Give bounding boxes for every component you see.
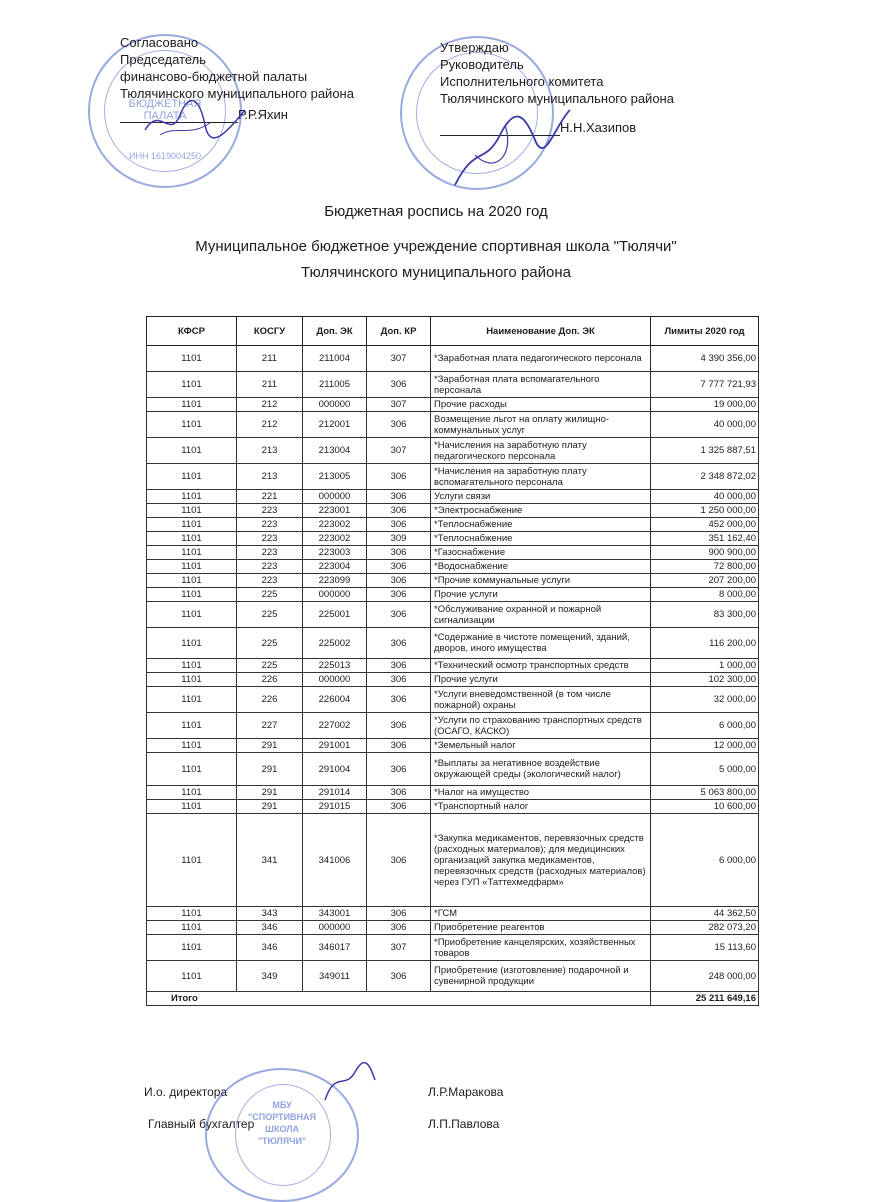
confirmation-line3: Исполнительного комитета xyxy=(440,74,604,89)
cell-dop-ek: 223003 xyxy=(303,546,367,560)
table-row xyxy=(147,961,759,992)
cell-kosgu: 291 xyxy=(237,786,303,800)
cell-name: Прочие расходы xyxy=(431,398,651,412)
cell-kfsr: 1101 xyxy=(147,786,237,800)
cell-dop-kr: 306 xyxy=(367,907,431,921)
cell-dop-kr: 306 xyxy=(367,739,431,753)
table-row xyxy=(147,673,759,687)
cell-kosgu: 212 xyxy=(237,412,303,438)
cell-limit: 32 000,00 xyxy=(651,687,759,713)
cell-name: *ГСМ xyxy=(431,907,651,921)
accountant-name: Л.П.Павлова xyxy=(428,1117,500,1131)
cell-limit: 40 000,00 xyxy=(651,490,759,504)
table-row xyxy=(147,504,759,518)
cell-dop-ek: 225013 xyxy=(303,659,367,673)
cell-dop-ek: 000000 xyxy=(303,490,367,504)
director-title: И.о. директора xyxy=(144,1085,228,1099)
cell-dop-kr: 306 xyxy=(367,753,431,786)
cell-limit: 83 300,00 xyxy=(651,602,759,628)
cell-kfsr: 1101 xyxy=(147,687,237,713)
cell-kfsr: 1101 xyxy=(147,372,237,398)
table-row xyxy=(147,739,759,753)
cell-kosgu: 211 xyxy=(237,346,303,372)
table-row xyxy=(147,560,759,574)
confirmation-line2: Руководитель xyxy=(440,57,524,72)
header-dop-ek: Доп. ЭК xyxy=(303,317,367,346)
cell-limit: 6 000,00 xyxy=(651,814,759,907)
cell-dop-ek: 227002 xyxy=(303,713,367,739)
accountant-title: Главный бухгалтер xyxy=(148,1117,255,1131)
table-row xyxy=(147,602,759,628)
cell-kfsr: 1101 xyxy=(147,961,237,992)
cell-kfsr: 1101 xyxy=(147,739,237,753)
cell-dop-ek: 213005 xyxy=(303,464,367,490)
cell-dop-ek: 291015 xyxy=(303,800,367,814)
cell-dop-ek: 225001 xyxy=(303,602,367,628)
cell-dop-kr: 306 xyxy=(367,504,431,518)
table-row xyxy=(147,814,759,907)
table-row xyxy=(147,907,759,921)
cell-dop-ek: 343001 xyxy=(303,907,367,921)
cell-limit: 1 250 000,00 xyxy=(651,504,759,518)
cell-dop-ek: 291004 xyxy=(303,753,367,786)
table-row xyxy=(147,659,759,673)
cell-kosgu: 213 xyxy=(237,464,303,490)
cell-dop-kr: 306 xyxy=(367,800,431,814)
document-subtitle-2: Тюлячинского муниципального района xyxy=(301,264,571,281)
table-row xyxy=(147,935,759,961)
cell-dop-ek: 211004 xyxy=(303,346,367,372)
table-row xyxy=(147,346,759,372)
cell-kosgu: 223 xyxy=(237,532,303,546)
signature-director xyxy=(320,1060,380,1105)
cell-dop-ek: 223004 xyxy=(303,560,367,574)
cell-limit: 6 000,00 xyxy=(651,713,759,739)
cell-kfsr: 1101 xyxy=(147,574,237,588)
cell-dop-kr: 306 xyxy=(367,574,431,588)
table-row xyxy=(147,574,759,588)
cell-limit: 7 777 721,93 xyxy=(651,372,759,398)
cell-limit: 5 000,00 xyxy=(651,753,759,786)
approval-agreed: Согласовано xyxy=(120,35,199,50)
approval-signer: Р.Р.Яхин xyxy=(238,107,288,122)
cell-name: *Приобретение канцелярских, хозяйственных товаров xyxy=(431,935,651,961)
table-row xyxy=(147,713,759,739)
cell-kosgu: 225 xyxy=(237,628,303,659)
cell-name: *Услуги по страхованию транспортных средств (ОСАГО, КАСКО) xyxy=(431,713,651,739)
cell-dop-ek: 212001 xyxy=(303,412,367,438)
header-kfsr: КФСР xyxy=(147,317,237,346)
cell-dop-kr: 306 xyxy=(367,673,431,687)
cell-kosgu: 225 xyxy=(237,588,303,602)
cell-dop-kr: 306 xyxy=(367,814,431,907)
cell-kfsr: 1101 xyxy=(147,546,237,560)
table-row xyxy=(147,588,759,602)
cell-kfsr: 1101 xyxy=(147,628,237,659)
cell-limit: 40 000,00 xyxy=(651,412,759,438)
cell-kfsr: 1101 xyxy=(147,504,237,518)
cell-kosgu: 343 xyxy=(237,907,303,921)
confirmation-line4: Тюлячинского муниципального района xyxy=(440,91,674,106)
cell-kfsr: 1101 xyxy=(147,588,237,602)
confirmation-approve: Утверждаю xyxy=(440,40,509,55)
cell-kosgu: 221 xyxy=(237,490,303,504)
cell-name: *Технический осмотр транспортных средств xyxy=(431,659,651,673)
cell-kosgu: 211 xyxy=(237,372,303,398)
cell-dop-ek: 225002 xyxy=(303,628,367,659)
cell-limit: 10 600,00 xyxy=(651,800,759,814)
cell-kfsr: 1101 xyxy=(147,560,237,574)
approval-line2: Председатель xyxy=(120,52,207,67)
left-stamp-text: БЮДЖЕТНАЯ ПАЛАТА xyxy=(128,98,202,122)
cell-kosgu: 223 xyxy=(237,504,303,518)
document-title: Бюджетная роспись на 2020 год xyxy=(324,203,548,220)
cell-kosgu: 223 xyxy=(237,546,303,560)
cell-kfsr: 1101 xyxy=(147,713,237,739)
cell-limit: 5 063 800,00 xyxy=(651,786,759,800)
cell-kosgu: 227 xyxy=(237,713,303,739)
cell-dop-kr: 307 xyxy=(367,438,431,464)
cell-dop-ek: 000000 xyxy=(303,921,367,935)
cell-kosgu: 346 xyxy=(237,921,303,935)
cell-name: Возмещение льгот на оплату жилищно-коммунальных услуг xyxy=(431,412,651,438)
cell-kosgu: 291 xyxy=(237,739,303,753)
cell-dop-ek: 000000 xyxy=(303,673,367,687)
table-row xyxy=(147,412,759,438)
table-row xyxy=(147,372,759,398)
cell-kosgu: 291 xyxy=(237,800,303,814)
cell-dop-ek: 223002 xyxy=(303,532,367,546)
header-name: Наименование Доп. ЭК xyxy=(431,317,651,346)
cell-kfsr: 1101 xyxy=(147,753,237,786)
cell-dop-kr: 306 xyxy=(367,546,431,560)
cell-kosgu: 225 xyxy=(237,602,303,628)
cell-kfsr: 1101 xyxy=(147,490,237,504)
cell-name: *Земельный налог xyxy=(431,739,651,753)
header-kosgu: КОСГУ xyxy=(237,317,303,346)
cell-limit: 12 000,00 xyxy=(651,739,759,753)
cell-limit: 44 362,50 xyxy=(651,907,759,921)
cell-limit: 248 000,00 xyxy=(651,961,759,992)
cell-dop-kr: 307 xyxy=(367,398,431,412)
table-row xyxy=(147,628,759,659)
cell-limit: 15 113,60 xyxy=(651,935,759,961)
cell-dop-ek: 000000 xyxy=(303,588,367,602)
cell-name: Приобретение реагентов xyxy=(431,921,651,935)
cell-kfsr: 1101 xyxy=(147,921,237,935)
cell-dop-kr: 306 xyxy=(367,588,431,602)
cell-kosgu: 223 xyxy=(237,574,303,588)
cell-name: *Закупка медикаментов, перевязочных средств (расходных материалов); для медицинских организаций закупка медикаментов, перевязочных средств (расходных материалов) через ГУП «Таттехмедфарм» xyxy=(431,814,651,907)
cell-dop-kr: 306 xyxy=(367,628,431,659)
cell-name: *Водоснабжение xyxy=(431,560,651,574)
cell-dop-kr: 306 xyxy=(367,961,431,992)
cell-limit: 1 000,00 xyxy=(651,659,759,673)
cell-dop-ek: 341006 xyxy=(303,814,367,907)
cell-name: *Теплоснабжение xyxy=(431,532,651,546)
cell-limit: 116 200,00 xyxy=(651,628,759,659)
cell-name: Прочие услуги xyxy=(431,588,651,602)
cell-kosgu: 349 xyxy=(237,961,303,992)
table-row xyxy=(147,532,759,546)
table-row xyxy=(147,490,759,504)
cell-kfsr: 1101 xyxy=(147,412,237,438)
cell-name: *Содержание в чистоте помещений, зданий, дворов, иного имущества xyxy=(431,628,651,659)
cell-kfsr: 1101 xyxy=(147,935,237,961)
cell-dop-kr: 306 xyxy=(367,412,431,438)
cell-dop-kr: 306 xyxy=(367,518,431,532)
budget-table xyxy=(146,316,759,1006)
cell-dop-kr: 309 xyxy=(367,532,431,546)
cell-kfsr: 1101 xyxy=(147,438,237,464)
cell-name: *Начисления на заработную плату вспомагательного персонала xyxy=(431,464,651,490)
cell-limit: 72 800,00 xyxy=(651,560,759,574)
cell-limit: 102 300,00 xyxy=(651,673,759,687)
approval-line4: Тюлячинского муниципального района xyxy=(120,86,354,101)
cell-dop-kr: 306 xyxy=(367,921,431,935)
cell-dop-ek: 211005 xyxy=(303,372,367,398)
approval-line3: финансово-бюджетной палаты xyxy=(120,69,308,84)
cell-kfsr: 1101 xyxy=(147,602,237,628)
header-limits: Лимиты 2020 год xyxy=(651,317,759,346)
cell-limit: 282 073,20 xyxy=(651,921,759,935)
cell-dop-kr: 307 xyxy=(367,346,431,372)
cell-dop-kr: 306 xyxy=(367,687,431,713)
table-row xyxy=(147,800,759,814)
cell-name: *Налог на имущество xyxy=(431,786,651,800)
cell-dop-kr: 307 xyxy=(367,935,431,961)
cell-kfsr: 1101 xyxy=(147,464,237,490)
cell-dop-kr: 306 xyxy=(367,560,431,574)
cell-kfsr: 1101 xyxy=(147,346,237,372)
cell-dop-kr: 306 xyxy=(367,602,431,628)
table-row xyxy=(147,786,759,800)
cell-name: Прочие услуги xyxy=(431,673,651,687)
cell-limit: 1 325 887,51 xyxy=(651,438,759,464)
cell-limit: 207 200,00 xyxy=(651,574,759,588)
table-header-row xyxy=(147,317,759,346)
cell-kfsr: 1101 xyxy=(147,398,237,412)
cell-kosgu: 223 xyxy=(237,560,303,574)
cell-dop-kr: 306 xyxy=(367,372,431,398)
cell-limit: 8 000,00 xyxy=(651,588,759,602)
table-row xyxy=(147,438,759,464)
header-dop-kr: Доп. КР xyxy=(367,317,431,346)
bottom-stamp-text1: МБУ xyxy=(272,1100,292,1110)
cell-kfsr: 1101 xyxy=(147,659,237,673)
cell-dop-ek: 291001 xyxy=(303,739,367,753)
cell-kosgu: 291 xyxy=(237,753,303,786)
total-value: 25 211 649,16 xyxy=(651,992,759,1006)
cell-limit: 2 348 872,02 xyxy=(651,464,759,490)
cell-dop-ek: 223002 xyxy=(303,518,367,532)
cell-kosgu: 225 xyxy=(237,659,303,673)
cell-dop-ek: 349011 xyxy=(303,961,367,992)
cell-dop-ek: 346017 xyxy=(303,935,367,961)
cell-name: *Начисления на заработную плату педагогического персонала xyxy=(431,438,651,464)
cell-name: *Электроснабжение xyxy=(431,504,651,518)
total-label: Итого xyxy=(147,992,651,1006)
cell-dop-kr: 306 xyxy=(367,490,431,504)
table-row xyxy=(147,546,759,560)
cell-kosgu: 223 xyxy=(237,518,303,532)
table-total-row xyxy=(147,992,759,1006)
cell-kfsr: 1101 xyxy=(147,673,237,687)
bottom-stamp-text3: ШКОЛА xyxy=(264,1124,300,1134)
cell-name: *Транспортный налог xyxy=(431,800,651,814)
cell-dop-kr: 306 xyxy=(367,659,431,673)
cell-dop-ek: 291014 xyxy=(303,786,367,800)
table-row xyxy=(147,464,759,490)
cell-kosgu: 226 xyxy=(237,673,303,687)
signature-khazipov xyxy=(445,95,575,195)
cell-dop-ek: 213004 xyxy=(303,438,367,464)
cell-limit: 19 000,00 xyxy=(651,398,759,412)
cell-kfsr: 1101 xyxy=(147,800,237,814)
cell-name: *Обслуживание охранной и пожарной сигнализации xyxy=(431,602,651,628)
table-row xyxy=(147,921,759,935)
table-row xyxy=(147,687,759,713)
cell-name: *Заработная плата вспомагательного персонала xyxy=(431,372,651,398)
cell-limit: 4 390 356,00 xyxy=(651,346,759,372)
cell-kfsr: 1101 xyxy=(147,518,237,532)
bottom-stamp-text2: "СПОРТИВНАЯ xyxy=(247,1112,317,1122)
cell-name: *Заработная плата педагогического персонала xyxy=(431,346,651,372)
director-name: Л.Р.Маракова xyxy=(428,1085,504,1099)
cell-limit: 351 162,40 xyxy=(651,532,759,546)
cell-dop-ek: 000000 xyxy=(303,398,367,412)
table-row xyxy=(147,398,759,412)
cell-dop-ek: 223099 xyxy=(303,574,367,588)
cell-kfsr: 1101 xyxy=(147,532,237,546)
cell-name: *Газоснабжение xyxy=(431,546,651,560)
cell-name: *Теплоснабжение xyxy=(431,518,651,532)
cell-dop-kr: 306 xyxy=(367,786,431,800)
cell-name: Услуги связи xyxy=(431,490,651,504)
cell-limit: 452 000,00 xyxy=(651,518,759,532)
bottom-stamp-text4: "ТЮЛЯЧИ" xyxy=(257,1136,307,1146)
signature-yakhin xyxy=(140,95,250,145)
cell-dop-ek: 226004 xyxy=(303,687,367,713)
cell-dop-kr: 306 xyxy=(367,464,431,490)
cell-kosgu: 226 xyxy=(237,687,303,713)
cell-name: *Выплаты за негативное воздействие окружающей среды (экологический налог) xyxy=(431,753,651,786)
table-row xyxy=(147,518,759,532)
cell-limit: 900 900,00 xyxy=(651,546,759,560)
cell-dop-kr: 306 xyxy=(367,713,431,739)
cell-name: *Услуги вневедомственной (в том числе пожарной) охраны xyxy=(431,687,651,713)
document-subtitle-1: Муниципальное бюджетное учреждение спортивная школа "Тюлячи" xyxy=(195,238,677,255)
cell-dop-ek: 223001 xyxy=(303,504,367,518)
cell-kosgu: 213 xyxy=(237,438,303,464)
cell-kfsr: 1101 xyxy=(147,814,237,907)
cell-kosgu: 341 xyxy=(237,814,303,907)
cell-kfsr: 1101 xyxy=(147,907,237,921)
confirmation-signer: Н.Н.Хазипов xyxy=(560,120,637,135)
cell-kosgu: 346 xyxy=(237,935,303,961)
cell-name: Приобретение (изготовление) подарочной и сувенирной продукции xyxy=(431,961,651,992)
left-stamp-inn: ИНН 1619004250 xyxy=(128,151,202,161)
table-row xyxy=(147,753,759,786)
cell-kosgu: 212 xyxy=(237,398,303,412)
cell-name: *Прочие коммунальные услуги xyxy=(431,574,651,588)
